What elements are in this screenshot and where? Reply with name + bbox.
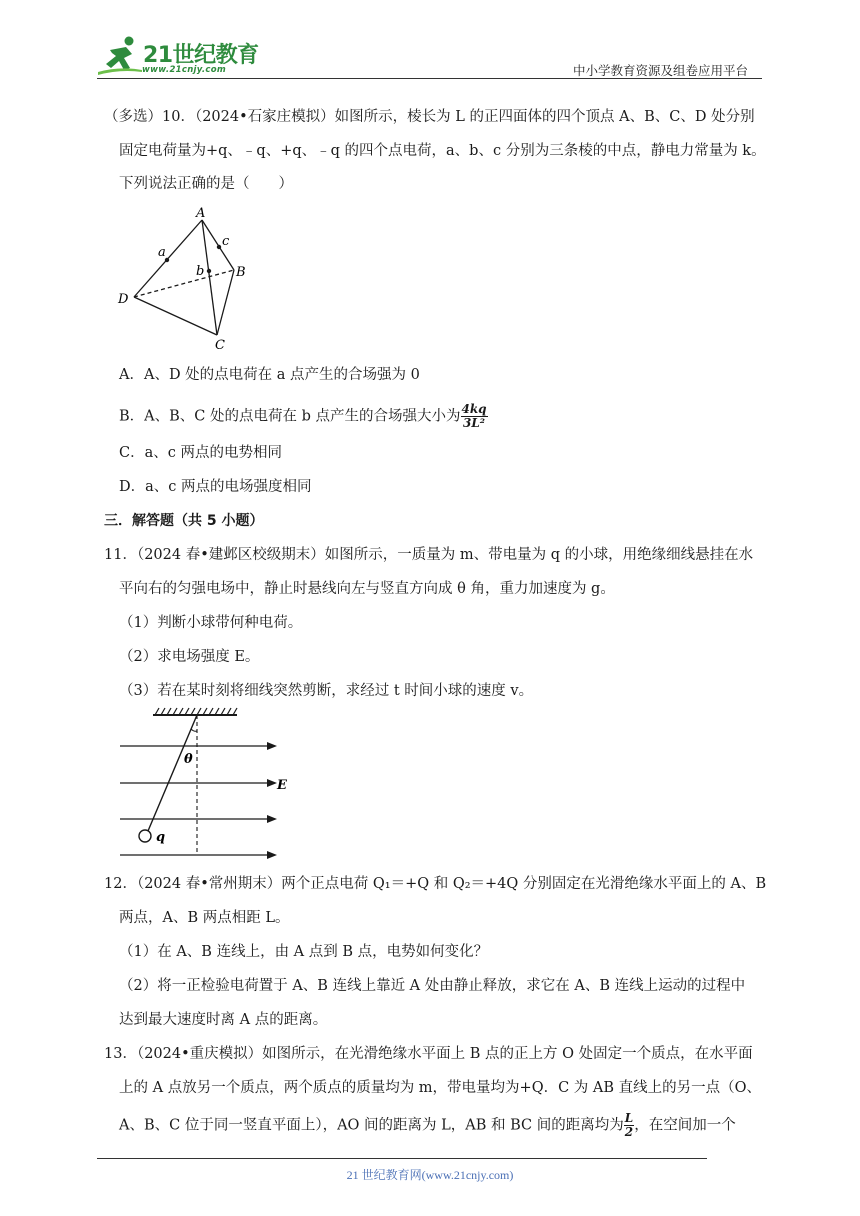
q11-part-3: （3）若在某时刻将细线突然剪断，求经过 t 时间小球的速度 v。 [119, 683, 534, 699]
q13-line-2: 上的 A 点放另一个质点，两个质点的质量均为 m，带电量均为+Q．C 为 AB 直线上的另一点（O、 [119, 1080, 762, 1096]
fraction-denominator: 3L² [463, 416, 486, 430]
label-a: a [158, 245, 166, 260]
q12-line-2: 两点，A、B 两点相距 L。 [119, 910, 290, 926]
q11-line-1: 11．（2024 春•建邺区校级期末）如图所示，一质量为 m、带电量为 q 的小球，用绝缘细线悬挂在水 [104, 547, 754, 563]
label-C: C [215, 338, 225, 353]
q10-line-3: 下列说法正确的是（ ） [119, 176, 293, 192]
q12-part-2-cont: 达到最大速度时离 A 点的距离。 [119, 1012, 328, 1028]
q12-part-1: （1）在 A、B 连线上，由 A 点到 B 点，电势如何变化？ [119, 944, 489, 960]
field-arrow-icon [267, 851, 277, 859]
q10-option-b-text: B．A、B、C 处的点电荷在 b 点产生的合场强大小为 [119, 408, 461, 425]
fraction-numerator: L [624, 1111, 634, 1125]
footer-text: 21 世纪教育网(www.21cnjy.com) [346, 1168, 514, 1182]
label-A: A [196, 206, 206, 221]
label-b: b [196, 264, 205, 279]
field-arrow-icon [267, 742, 277, 750]
header-divider [97, 78, 762, 79]
q13-line-1: 13．（2024•重庆模拟）如图所示，在光滑绝缘水平面上 B 点的正上方 O 处固定一个质点，在水平面 [104, 1046, 753, 1062]
logo-url: www.21cnjy.com [142, 65, 226, 75]
q10-line-1: （多选）10．（2024•石家庄模拟）如图所示，棱长为 L 的正四面体的四个顶点 A、B、C、D 处分别 [104, 109, 755, 125]
platform-name: 中小学教育资源及组卷应用平台 [573, 63, 749, 78]
field-arrow-icon [267, 779, 277, 787]
q13-line-3 [119, 1112, 736, 1139]
q10-option-c: C．a、c 两点的电势相同 [119, 445, 282, 461]
fraction-denominator: 2 [624, 1125, 634, 1139]
logo-text: 21世纪教育 [143, 43, 259, 68]
section-title: 三．解答题（共 5 小题） [104, 513, 264, 529]
q10-option-a: A．A、D 处的点电荷在 a 点产生的合场强为 0 [119, 367, 420, 383]
tetrahedron-figure [112, 203, 272, 353]
label-theta: θ [184, 752, 193, 767]
label-q: q [156, 830, 166, 845]
q11-part-2: （2）求电场强度 E。 [119, 649, 260, 665]
q12-part-2: （2）将一正检验电荷置于 A、B 连线上靠近 A 处由静止释放，求它在 A、B 连线上运动的过程中 [119, 978, 746, 994]
q11-line-2: 平向右的匀强电场中，静止时悬线向左与竖直方向成 θ 角，重力加速度为 g。 [119, 581, 615, 597]
point-b [207, 269, 211, 273]
footer-divider [97, 1158, 707, 1159]
q13-fraction [624, 1112, 634, 1139]
q13-line-3-text: A、B、C 位于同一竖直平面上），AO 间的距离为 L，AB 和 BC 间的距离均为 [119, 1117, 624, 1134]
label-c: c [222, 234, 230, 249]
label-E: E [277, 778, 287, 793]
point-c [217, 245, 221, 249]
label-B: B [236, 265, 246, 280]
charged-ball [139, 830, 151, 842]
q10-option-b [119, 403, 488, 430]
label-D: D [118, 292, 129, 307]
q11-part-1: （1）判断小球带何种电荷。 [119, 615, 303, 631]
q10-line-2: 固定电荷量为+q、﹣q、+q、﹣q 的四个点电荷，a、b、c 分别为三条棱的中点，静电力常量为 k。 [119, 143, 766, 159]
q13-line-3-suffix: ，在空间加一个 [634, 1117, 736, 1134]
q10-option-d: D．a、c 两点的电场强度相同 [119, 479, 312, 495]
q10-option-b-fraction [461, 403, 488, 430]
fraction-numerator: 4kq [461, 402, 487, 416]
pendulum-field-figure [115, 705, 295, 865]
q12-line-1: 12．（2024 春•常州期末）两个正点电荷 Q₁＝+Q 和 Q₂＝+4Q 分别固定在光滑绝缘水平面上的 A、B [104, 876, 767, 892]
field-arrow-icon [267, 815, 277, 823]
runner-logo-icon [96, 34, 144, 78]
